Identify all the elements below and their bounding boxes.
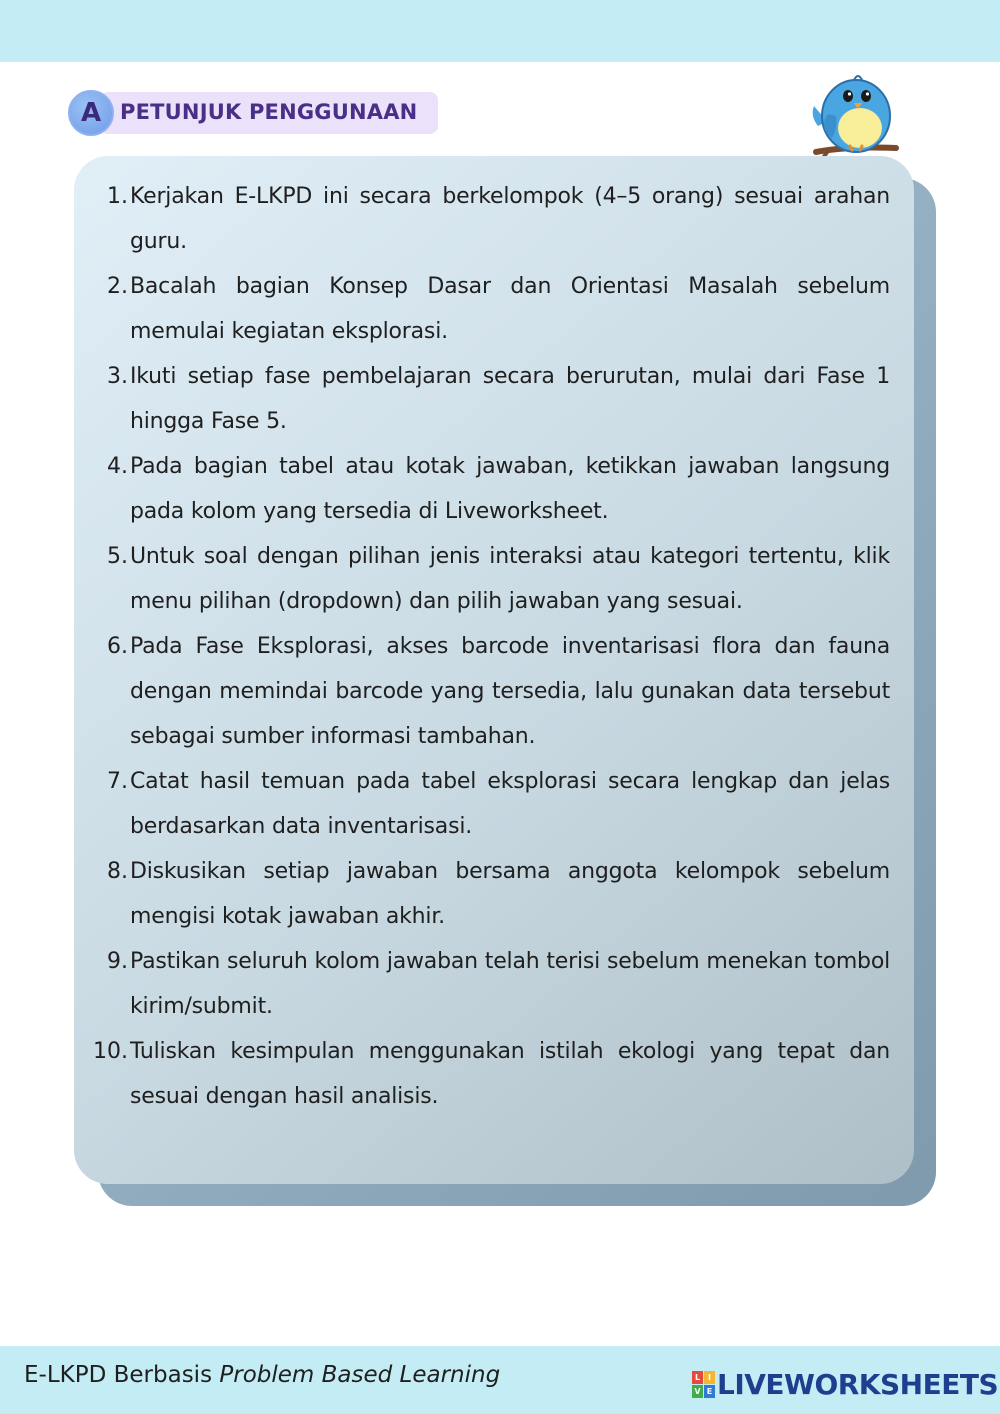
instruction-item <box>90 1029 890 1119</box>
instruction-number: 10. <box>93 1039 128 1064</box>
instruction-item <box>90 444 890 534</box>
instruction-text: Untuk soal dengan pilihan jenis interaksi atau kategori tertentu, klik menu pilihan (dropdown) dan pilih jawaban yang sesuai. <box>130 544 890 614</box>
logo-letter: L <box>692 1371 703 1384</box>
instruction-number: 8. <box>107 859 128 884</box>
instruction-number: 5. <box>107 544 128 569</box>
logo-letter: E <box>704 1385 715 1398</box>
instruction-text: Pastikan seluruh kolom jawaban telah terisi sebelum menekan tombol kirim/submit. <box>130 949 890 1019</box>
instruction-text: Tuliskan kesimpulan menggunakan istilah ekologi yang tepat dan sesuai dengan hasil analisis. <box>130 1039 890 1109</box>
instruction-item <box>90 759 890 849</box>
instruction-item <box>90 624 890 759</box>
top-band <box>0 0 1000 62</box>
instruction-item <box>90 939 890 1029</box>
section-title: PETUNJUK PENGGUNAAN <box>120 100 418 124</box>
instruction-text: Catat hasil temuan pada tabel eksplorasi secara lengkap dan jelas berdasarkan data inventarisasi. <box>130 769 890 839</box>
instruction-item <box>90 534 890 624</box>
liveworksheets-logo[interactable] <box>692 1366 998 1402</box>
instruction-item <box>90 354 890 444</box>
instruction-item <box>90 264 890 354</box>
instruction-number: 3. <box>107 364 128 389</box>
instruction-text: Kerjakan E-LKPD ini secara berkelompok (4–5 orang) sesuai arahan guru. <box>130 184 890 254</box>
instruction-text: Ikuti setiap fase pembelajaran secara berurutan, mulai dari Fase 1 hingga Fase 5. <box>130 364 890 434</box>
instruction-text: Pada bagian tabel atau kotak jawaban, ketikkan jawaban langsung pada kolom yang tersedia di Liveworksheet. <box>130 454 890 524</box>
instruction-number: 2. <box>107 274 128 299</box>
instruction-number: 6. <box>107 634 128 659</box>
instruction-text: Bacalah bagian Konsep Dasar dan Orientasi Masalah sebelum memulai kegiatan eksplorasi. <box>130 274 890 344</box>
instruction-number: 7. <box>107 769 128 794</box>
instruction-number: 4. <box>107 454 128 479</box>
footer-text-prefix: E-LKPD Berbasis <box>24 1362 220 1388</box>
section-header <box>68 90 448 138</box>
bird-icon <box>808 66 902 166</box>
logo-letter: V <box>692 1385 703 1398</box>
footer-text <box>24 1362 500 1388</box>
logo-letter: I <box>704 1371 715 1384</box>
instruction-number: 1. <box>107 184 128 209</box>
instruction-item <box>90 849 890 939</box>
instruction-text: Diskusikan setiap jawaban bersama anggota kelompok sebelum mengisi kotak jawaban akhir. <box>130 859 890 929</box>
footer-text-italic: Problem Based Learning <box>219 1362 501 1388</box>
liveworksheets-brand-name: LIVEWORKSHEETS <box>717 1367 999 1401</box>
instruction-number: 9. <box>107 949 128 974</box>
instruction-text: Pada Fase Eksplorasi, akses barcode inventarisasi flora dan fauna dengan memindai barcode yang tersedia, lalu gunakan data tersebut sebagai sumber informasi tambahan. <box>130 634 890 749</box>
instruction-item <box>90 174 890 264</box>
section-letter-badge: A <box>68 90 114 136</box>
liveworksheets-logo-icon <box>692 1371 714 1397</box>
instructions-list <box>90 174 890 1119</box>
